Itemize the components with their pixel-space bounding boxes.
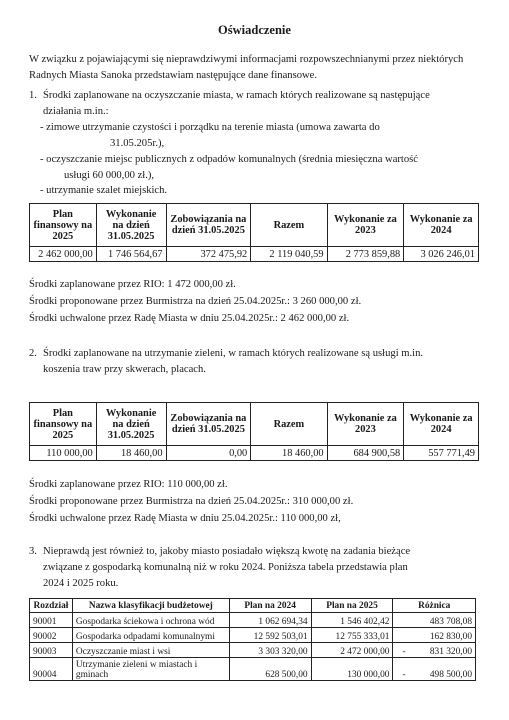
table-cell: 372 475,92 [166, 247, 251, 262]
table-cell: 1 746 564,67 [96, 247, 166, 262]
table-cell: 1 062 694,34 [229, 613, 311, 628]
section3-table [29, 598, 476, 681]
sign: - [402, 647, 406, 657]
table-header: Różnica [393, 599, 476, 613]
table-row [30, 247, 479, 262]
table-header: Zobowiązania na dzień 31.05.2025 [166, 204, 251, 247]
table-header: Plan na 2024 [229, 599, 311, 613]
table-header: Wykonanie za 2023 [327, 403, 404, 446]
table-row [30, 658, 476, 681]
table-header: Razem [251, 204, 327, 247]
table-header: Plan finansowy na 2025 [30, 403, 97, 446]
table-cell [393, 643, 476, 658]
table-cell: 557 771,49 [404, 446, 479, 461]
table-cell: 2 773 859,88 [327, 247, 404, 262]
table-cell [393, 613, 476, 628]
table-cell: 684 900,58 [327, 446, 404, 461]
diff-value: 162 830,00 [429, 632, 472, 642]
intro-paragraph: W związku z pojawiającymi się nieprawdziwymi informacjami rozpowszechnianymi przez niektórych Radnych Miasta Sanoka przedstawiam następujące dane finansowe. [29, 54, 464, 81]
section1-bullet [40, 152, 492, 184]
section1-text [29, 88, 484, 120]
table-cell: 110 000,00 [30, 446, 97, 461]
table-cell: 2 472 000,00 [311, 643, 393, 658]
bullet-text: - zimowe utrzymanie czystości i porządku na terenie miasta (umowa zawarta do [40, 122, 380, 133]
table-cell: 2 462 000,00 [30, 247, 97, 262]
section2-info [29, 476, 353, 527]
table-cell [393, 628, 476, 643]
diff-value: 498 500,00 [429, 670, 472, 680]
table-cell: 12 755 333,01 [311, 628, 393, 643]
section1-bullet [40, 120, 492, 152]
table-row [30, 643, 476, 658]
section2-text [29, 346, 484, 378]
document-title: Oświadczenie [218, 23, 291, 37]
section1-line2: działania m.in.: [43, 106, 109, 117]
info-line: Środki uchwalone przez Radę Miasta w dniu 25.04.2025r.: 110 000,00 zł, [29, 513, 341, 524]
table-header-row [30, 204, 479, 247]
table-header: Zobowiązania na dzień 31.05.2025 [166, 403, 251, 446]
section3-number: 3. [29, 546, 37, 557]
table-row [30, 446, 479, 461]
table-cell: Gospodarka odpadami komunalnymi [72, 628, 229, 643]
table-header: Wykonanie za 2024 [404, 204, 479, 247]
bullet-text-cont: usługi 60 000,00 zł.), [64, 170, 155, 181]
section3-text [29, 544, 484, 592]
table-cell: 90004 [30, 658, 73, 681]
table-header: Plan finansowy na 2025 [30, 204, 97, 247]
section1-number: 1. [29, 90, 37, 101]
table-cell: 90002 [30, 628, 73, 643]
section2-line1: Środki zaplanowane na utrzymanie zieleni, w ramach których realizowane są usługi m.in. [43, 348, 424, 359]
bullet-text: - oczyszczanie miejsc publicznych z odpadów komunalnych (średnia miesięczna wartość [40, 154, 418, 165]
section2-number: 2. [29, 348, 37, 359]
table-header: Wykonanie za 2024 [404, 403, 479, 446]
table-cell: 1 546 402,42 [311, 613, 393, 628]
section3-line1: Nieprawdą jest również to, jakoby miasto posiadało większą kwotę na zadania bieżące [43, 546, 411, 557]
table-header: Razem [251, 403, 327, 446]
table-cell: 628 500,00 [229, 658, 311, 681]
table-cell: 3 303 320,00 [229, 643, 311, 658]
table-cell [393, 658, 476, 681]
bullet-text: - utrzymanie szalet miejskich. [40, 185, 168, 196]
info-line: Środki zaplanowane przez RIO: 1 472 000,00 zł. [29, 279, 236, 290]
section3-line2: związane z gospodarką komunalną niż w roku 2024. Poniższa tabela przedstawia plan [43, 562, 408, 573]
table-header: Wykonanie za 2023 [327, 204, 404, 247]
table-cell: 12 592 503,01 [229, 628, 311, 643]
table-header-row [30, 599, 476, 613]
sign: - [402, 670, 406, 680]
info-line: Środki proponowane przez Burmistrza na dzień 25.04.2025r.: 310 000,00 zł. [29, 496, 354, 507]
table-cell: 18 460,00 [96, 446, 166, 461]
table-header: Wykonanie na dzień 31.05.2025 [96, 403, 166, 446]
table-cell: 130 000,00 [311, 658, 393, 681]
table-header: Plan na 2025 [311, 599, 393, 613]
table-cell: Oczyszczanie miast i wsi [72, 643, 229, 658]
info-line: Środki zaplanowane przez RIO: 110 000,00 zł. [29, 479, 228, 490]
table-row [30, 613, 476, 628]
table-header: Nazwa klasyfikacji budżetowej [72, 599, 229, 613]
section2-line2: koszenia traw przy skwerach, placach. [43, 364, 206, 375]
table-header-row [30, 403, 479, 446]
table-header: Wykonanie na dzień 31.05.2025 [96, 204, 166, 247]
table-row [30, 628, 476, 643]
table-cell: 90003 [30, 643, 73, 658]
table-cell: Gospodarka ściekowa i ochrona wód [72, 613, 229, 628]
table-cell: 0,00 [166, 446, 251, 461]
section2-table [29, 402, 479, 461]
info-line: Środki uchwalone przez Radę Miasta w dniu 25.04.2025r.: 2 462 000,00 zł. [29, 313, 350, 324]
table-cell: 18 460,00 [251, 446, 327, 461]
table-cell: 2 119 040,59 [251, 247, 327, 262]
section1-bullet [40, 183, 492, 199]
table-cell: 3 026 246,01 [404, 247, 479, 262]
bullet-text-cont: 31.05.205r.), [110, 138, 165, 149]
section1-info [29, 276, 361, 327]
diff-value: 483 708,08 [429, 617, 472, 627]
section3-line3: 2024 i 2025 roku. [43, 578, 119, 589]
table-cell: Utrzymanie zieleni w miastach i gminach [72, 658, 229, 681]
diff-value: 831 320,00 [429, 647, 472, 657]
section1-table [29, 203, 479, 262]
table-header: Rozdział [30, 599, 73, 613]
section1-line1: Środki zaplanowane na oczyszczanie miasta, w ramach których realizowane są następujące [43, 90, 430, 101]
info-line: Środki proponowane przez Burmistrza na dzień 25.04.2025r.: 3 260 000,00 zł. [29, 296, 362, 307]
table-cell: 90001 [30, 613, 73, 628]
